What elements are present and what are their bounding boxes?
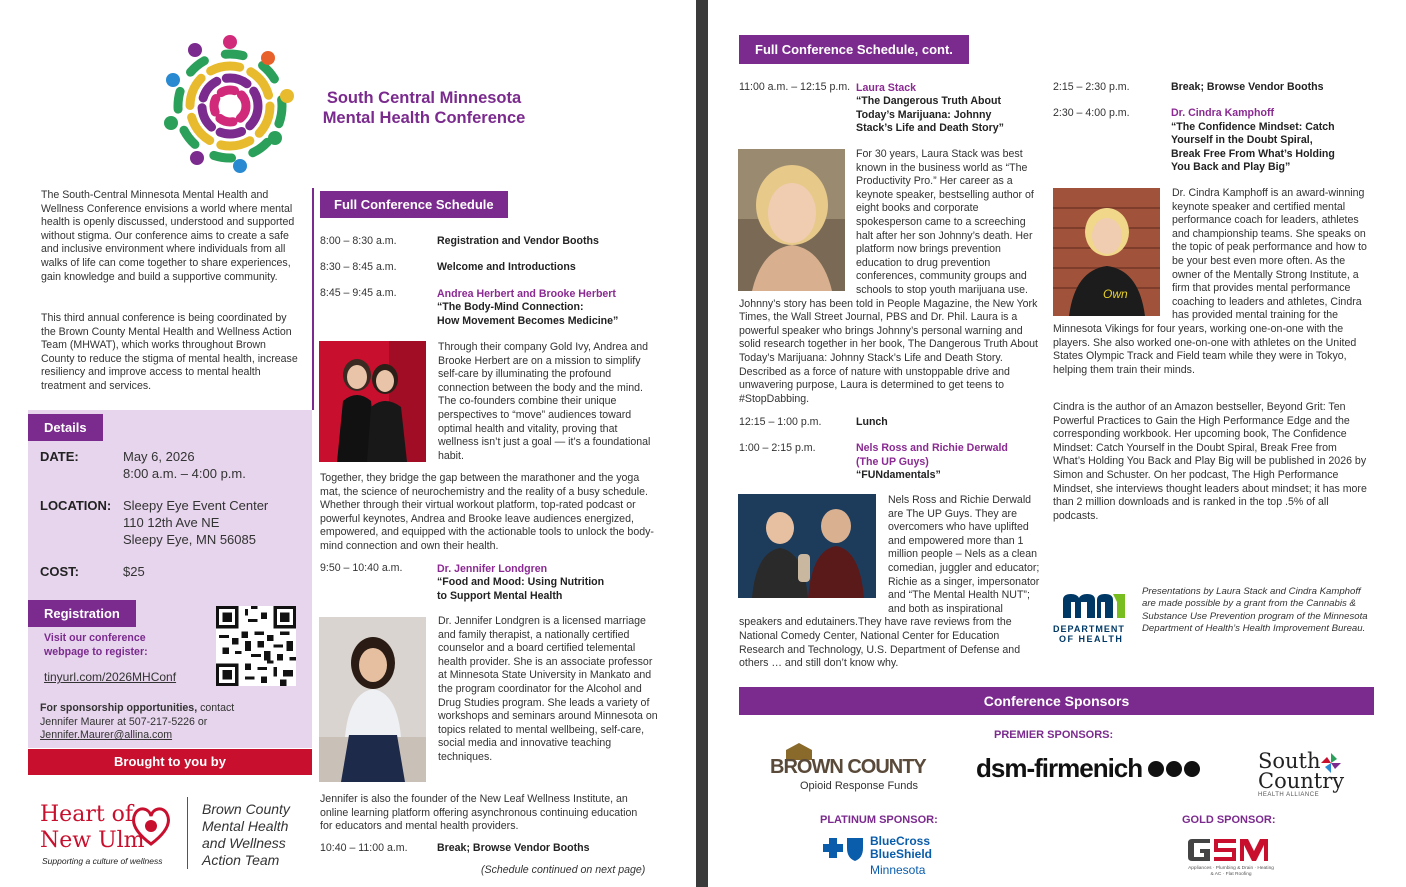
sponsorship-bold: For sponsorship opportunities, — [40, 702, 198, 714]
schedule-title: Break; Browse Vendor Booths — [1171, 81, 1324, 93]
talk-title-line1: “The Body-Mind Connection: — [437, 301, 584, 313]
team-line3: and Wellness — [202, 835, 286, 851]
south-country-line2: Country — [1258, 769, 1345, 793]
conference-name — [309, 88, 539, 128]
grant-note: Presentations by Laura Stack and Cindra Kamphoff are made possible by a grant from the Cannabis & Substance Use Prevention program of the Minnesota Department of Health’s Health Improvement Bureau. — [1142, 586, 1368, 635]
schedule-time: 12:15 – 1:00 p.m. — [739, 416, 822, 428]
herbert-photo — [319, 341, 426, 462]
brown-county-logo — [770, 742, 930, 794]
minnesota-logo-icon — [1059, 590, 1129, 620]
schedule-time: 2:30 – 4:00 p.m. — [1053, 107, 1130, 119]
herbert-bio-a: Through their company Gold Ivy, Andrea and Brooke Herbert are on a mission to simplify self-care by illuminating the profound connection between the body and the mind. The co-founders combine their unique perspectives to “move” audiences toward optimal health and vitality, proving that wellness isn’t just a goal — it’s a foundational habit. — [438, 341, 651, 462]
visit-line1: Visit our conference — [44, 632, 146, 644]
londgren-session — [437, 562, 604, 603]
kamphoff-session — [1171, 107, 1335, 175]
speaker-name-sub: (The UP Guys) — [856, 455, 929, 468]
heart-icon — [131, 804, 171, 848]
bcbs-logo — [821, 834, 951, 878]
gsm-subtitle: Appliances · Plumbing & Drain · Heating & AC · Flat Roofing — [1188, 866, 1274, 877]
logo-divider — [187, 797, 188, 869]
herbert-bio-b: Together, they bridge the gap between the marathoner and the yoga mat, the science of neurochemistry and the reality of a busy schedule. Whether through their virtual workout platform, top-rated podcast or powerful keynotes, Andrea and Brooke leave audiences energized, empowered, and equipped with the actionable tools to unlock the body-mind connection and own their health. — [320, 472, 654, 552]
date-line: May 6, 2026 — [123, 449, 195, 464]
page-right — [708, 0, 1406, 887]
location-label: LOCATION: — [40, 498, 112, 513]
talk-title-line2: to Support Mental Health — [437, 589, 563, 602]
location-line2: 110 12th Ave NE — [123, 515, 220, 530]
schedule-title: Break; Browse Vendor Booths — [437, 842, 590, 854]
talk-title-line1: “The Confidence Mindset: Catch — [1171, 120, 1335, 133]
brown-county-text: BROWN COUNTY — [770, 756, 926, 778]
sponsorship-rest: contact — [197, 702, 235, 714]
team-line2: Mental Health — [202, 818, 289, 834]
stack-session — [856, 81, 1004, 136]
speaker-name: Dr. Cindra Kamphoff — [1171, 107, 1274, 119]
londgren-bio-b: Jennifer is also the founder of the New Leaf Wellness Institute, an online learning platform offering asynchronous continuing education for educators and mental health providers. — [320, 793, 638, 833]
schedule-time: 8:00 – 8:30 a.m. — [320, 235, 397, 247]
qr-code[interactable] — [216, 606, 296, 686]
contact-line: Jennifer Maurer at 507-217-5226 or — [40, 715, 208, 728]
pinwheel-icon — [1320, 752, 1342, 774]
schedule-cont-heading: Full Conference Schedule, cont. — [739, 35, 969, 64]
up-guys-bio — [739, 494, 1041, 671]
up-guys-bio-text: Nels Ross and Richie Derwald are The UP Guys. They are overcomers who have uplifted and empowered more than 1 million people – Nels as a clean comedian, juggler and educator; Richie as a singer, impersonator and “The Mental Health NUT”; and both as inspirational speakers and edutainers.They have rave reviews from the National Comedy Center, National Center for Education Research and Technology, U.S. Department of Defense and others … and still don’t know why. — [739, 494, 1040, 670]
intro-paragraph-2: This third annual conference is being coordinated by the Brown County Mental Health and Wellness Action Team (MHWAT), which works throughout Brown County to reduce the stigma of mental health, increase resiliency and improve access to mental health treatment and services. — [41, 312, 298, 392]
kamphoff-bio-b: Cindra is the author of an Amazon bestseller, Beyond Grit: Ten Powerful Practices to Gain the High Performance Edge and the corresponding workbook. Her upcoming book, The Confidence Mindset: Catch Yourself in the Doubt Spiral, Break Free from What’s Holding You Back and Play Big will be published in 2026 by Simon and Schuster. On her podcast, The High Performance Mindset, she interviews thought leaders about mindset; it has more than 2 million downloads and is ranked in the top .5% of all podcasts. — [1053, 401, 1367, 522]
up-guys-session — [856, 442, 1008, 483]
bcbs-line2: BlueShield — [870, 847, 933, 861]
team-line1: Brown County — [202, 801, 290, 817]
opioid-text: Opioid Response Funds — [800, 780, 919, 792]
platinum-label: PLATINUM SPONSOR: — [820, 814, 938, 826]
heart-logo-line2: New Ulm — [40, 828, 145, 853]
schedule-title: Welcome and Introductions — [437, 261, 576, 273]
talk-title-line3: Break Free From What’s Holding — [1171, 147, 1335, 160]
schedule-continued-note: (Schedule continued on next page) — [481, 864, 646, 876]
intro-paragraph-1: The South-Central Minnesota Mental Health and Wellness Conference envisions a world where mental health is openly discussed, understood and supported without stigma. Our conference aims to create a safe and inclusive environment where individuals from all walks of life can come together to share experiences, gain knowledge and build a supportive community. — [41, 189, 295, 283]
team-line4: Action Team — [202, 852, 280, 868]
visit-line2: webpage to register: — [44, 645, 148, 658]
location-line1: Sleepy Eye Event Center — [123, 498, 269, 513]
talk-title-line2: Today’s Marijuana: Johnny — [856, 108, 992, 121]
talk-title-line4: You Back and Play Big” — [1171, 161, 1291, 174]
talk-title: “FUNdamentals” — [856, 469, 941, 482]
schedule-time: 9:50 – 10:40 a.m. — [320, 562, 403, 574]
cost-label: COST: — [40, 564, 79, 579]
action-team-logo — [202, 801, 290, 869]
schedule-time: 1:00 – 2:15 p.m. — [739, 442, 816, 454]
registration-heading: Registration — [28, 600, 136, 627]
dsm-firmenich-logo — [976, 753, 1201, 784]
people-circle-icon — [155, 28, 305, 178]
date-value — [123, 448, 246, 482]
time-line: 8:00 a.m. – 4:00 p.m. — [123, 466, 246, 481]
brought-by-banner: Brought to you by — [28, 749, 312, 775]
heart-logo-tagline: Supporting a culture of wellness — [42, 856, 163, 866]
dots-icon — [1147, 760, 1201, 778]
schedule-time: 2:15 – 2:30 p.m. — [1053, 81, 1130, 93]
schedule-time: 10:40 – 11:00 a.m. — [320, 842, 408, 854]
conference-name-line1: South Central Minnesota — [326, 89, 522, 107]
mdh-line2: OF HEALTH — [1059, 634, 1124, 644]
qr-code-icon — [216, 606, 296, 686]
speaker-name: Dr. Jennifer Londgren — [437, 563, 548, 575]
location-line3: Sleepy Eye, MN 56085 — [123, 532, 256, 547]
gsm-logo — [1186, 835, 1276, 877]
herbert-session — [437, 287, 618, 328]
conference-name-line2: Mental Health Conference — [322, 109, 526, 127]
south-country-logo — [1258, 750, 1358, 798]
talk-title-line1: “The Dangerous Truth About — [856, 95, 1001, 107]
stack-bio-text: For 30 years, Laura Stack was best known in the business world as “The Productivity Pro.” Her career as a keynote speaker, bestselling author of eight books and corporate spokesperson came to a screeching halt after her son Johnny’s death. Her platform now brings prevention education to drug prevention conferences, community groups and schools to stop youth marijuana use. Johnny’s story has been told in People Magazine, the New York Times, the Wall Street Journal, PBS and Dr. Phil. Laura is a powerful speaker who brings Johnny’s personal warning and solid research together in her book, The Dangerous Truth About Today’s Marijuana: Johnny Stack’s Life and Death Story. Described as a force of nature with unstoppable drive and unwavering purpose, Laura is determined to get teens to #StopDabbing. — [739, 148, 1038, 405]
gsm-logo-mark-icon — [1186, 835, 1274, 865]
details-heading: Details — [28, 414, 103, 441]
location-value — [123, 497, 268, 548]
sponsorship-text — [40, 702, 234, 743]
registration-link[interactable]: tinyurl.com/2026MHConf — [44, 670, 177, 684]
mdh-line1: DEPARTMENT — [1053, 624, 1125, 634]
schedule-time: 11:00 a.m. – 12:15 p.m. — [739, 81, 851, 93]
bcbs-line3: Minnesota — [870, 863, 926, 877]
heart-of-new-ulm-logo — [40, 800, 180, 870]
svg-text:Own: Own — [1103, 287, 1128, 301]
column-divider — [312, 188, 314, 410]
talk-title-line1: “Food and Mood: Using Nutrition — [437, 576, 605, 588]
talk-title-line2: How Movement Becomes Medicine” — [437, 314, 619, 327]
south-country-line3: HEALTH ALLIANCE — [1258, 792, 1320, 798]
south-country-line1: South — [1258, 749, 1321, 773]
premier-label: PREMIER SPONSORS: — [994, 729, 1114, 741]
mdh-logo — [1053, 590, 1133, 648]
page-left — [0, 0, 696, 887]
heart-logo-line1: Heart of — [40, 802, 134, 827]
schedule-title: Registration and Vendor Booths — [437, 235, 599, 247]
visit-text — [44, 632, 148, 659]
bcbs-line1: BlueCross — [870, 834, 931, 848]
talk-title-line3: Stack’s Life and Death Story” — [856, 122, 1004, 135]
conference-logo — [155, 28, 545, 178]
schedule-time: 8:30 – 8:45 a.m. — [320, 261, 397, 273]
contact-email-link[interactable]: Jennifer.Maurer@allina.com — [40, 729, 173, 742]
speaker-name: Andrea Herbert and Brooke Herbert — [437, 288, 616, 300]
cross-shield-icon — [821, 836, 865, 862]
schedule-title: Lunch — [856, 416, 888, 428]
speaker-name: Laura Stack — [856, 82, 917, 94]
speaker-name: Nels Ross and Richie Derwald — [856, 442, 1008, 454]
londgren-bio-a: Dr. Jennifer Londgren is a licensed marriage and family therapist, a nationally certified counselor and a board certified telemental health provider. She is an associate professor at Minnesota State University in Mankato and the program coordinator for the Alcohol and Drug Studies program. She leads a variety of workshops and seminars around Minnesota on topics related to mental wellbeing, self-care, social media and innovative teaching techniques. — [438, 615, 658, 763]
londgren-photo — [319, 617, 426, 782]
cost-value: $25 — [123, 564, 145, 579]
kamphoff-bio-a-text: Dr. Cindra Kamphoff is an award-winning keynote speaker and certified mental performance coach for leaders, athletes and championship teams. She speaks on the topic of peak performance and how to be your best even more often. As the owner of the Mentally Strong Institute, a firm that provides mental performance coaching to leaders and athletes, Cindra has provided mental training for the Minnesota Vikings for four years, working one-on-one with the players. She also worked one-on-one with athletes on the United States Olympic Track and Field team while they were in Tokyo, helping them train their minds. — [1053, 187, 1367, 376]
stack-bio — [739, 148, 1039, 406]
kamphoff-bio-a — [1053, 187, 1371, 377]
gold-label: GOLD SPONSOR: — [1182, 814, 1276, 826]
dsm-text: dsm-firmenich — [976, 753, 1143, 783]
schedule-heading: Full Conference Schedule — [320, 191, 508, 218]
date-label: DATE: — [40, 449, 79, 464]
schedule-time: 8:45 – 9:45 a.m. — [320, 287, 397, 299]
talk-title-line2: Yourself in the Doubt Spiral, — [1171, 134, 1313, 147]
sponsors-heading: Conference Sponsors — [739, 687, 1374, 715]
